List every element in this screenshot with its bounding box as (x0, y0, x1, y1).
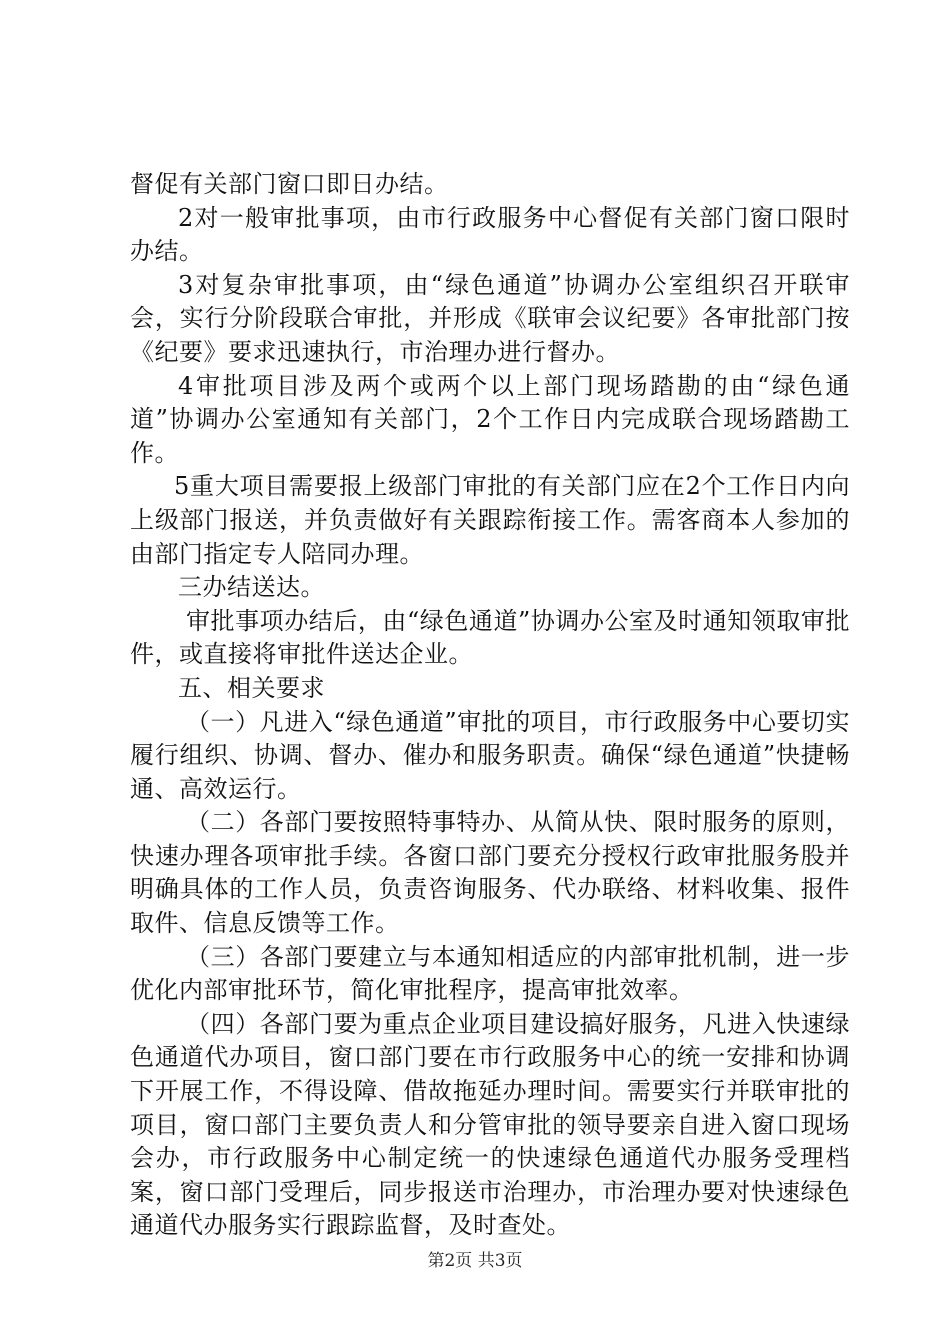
paragraph-item-2: 2对一般审批事项，由市行政服务中心督促有关部门窗口限时办结。 (130, 203, 850, 266)
section-heading-requirements: 五、相关要求 (178, 673, 325, 702)
paragraph-requirement-3: （三）各部门要建立与本通知相适应的内部审批机制，进一步优化内部审批环节，简化审批程序，提高审批效率。 (130, 942, 850, 1005)
paragraph-item-5: 5重大项目需要报上级部门审批的有关部门应在2个工作日内向上级部门报送，并负责做好有关跟踪衔接工作。需客商本人参加的由部门指定专人陪同办理。 (130, 472, 850, 568)
paragraph-requirement-2: （二）各部门要按照特事特办、从简从快、限时服务的原则，快速办理各项审批手续。各窗口部门要充分授权行政审批服务股并明确具体的工作人员，负责咨询服务、代办联络、材料收集、报件取件、信息反馈等工作。 (130, 808, 850, 938)
page-number-footer: 第2页 共3页 (427, 1251, 523, 1271)
paragraph-continuation: 督促有关部门窗口即日办结。 (130, 170, 449, 198)
paragraph-item-4: 4审批项目涉及两个或两个以上部门现场踏勘的由“绿色通道”协调办公室通知有关部门，2个工作日内完成联合现场踏勘工作。 (130, 371, 850, 467)
document-body (130, 168, 850, 1243)
paragraph-item-3: 3对复杂审批事项，由“绿色通道”协调办公室组织召开联审会，实行分阶段联合审批，并形成《联审会议纪要》各审批部门按《纪要》要求迅速执行，市治理办进行督办。 (130, 270, 850, 366)
paragraph-delivery: 审批事项办结后，由“绿色通道”协调办公室及时通知领取审批件，或直接将审批件送达企业。 (130, 606, 850, 669)
paragraph-requirement-4: （四）各部门要为重点企业项目建设搞好服务，凡进入快速绿色通道代办项目，窗口部门要在市行政服务中心的统一安排和协调下开展工作，不得设障、借故拖延办理时间。需要实行并联审批的项目，窗口部门主要负责人和分管审批的领导要亲自进入窗口现场会办，市行政服务中心制定统一的快速绿色通道代办服务受理档案，窗口部门受理后，同步报送市治理办，市治理办要对快速绿色通道代办服务实行跟踪监督，及时查处。 (130, 1009, 850, 1240)
section-heading-delivery: 三办结送达。 (178, 573, 325, 602)
paragraph-requirement-1: （一）凡进入“绿色通道”审批的项目，市行政服务中心要切实履行组织、协调、督办、催办和服务职责。确保“绿色通道”快捷畅通、高效运行。 (130, 707, 850, 803)
